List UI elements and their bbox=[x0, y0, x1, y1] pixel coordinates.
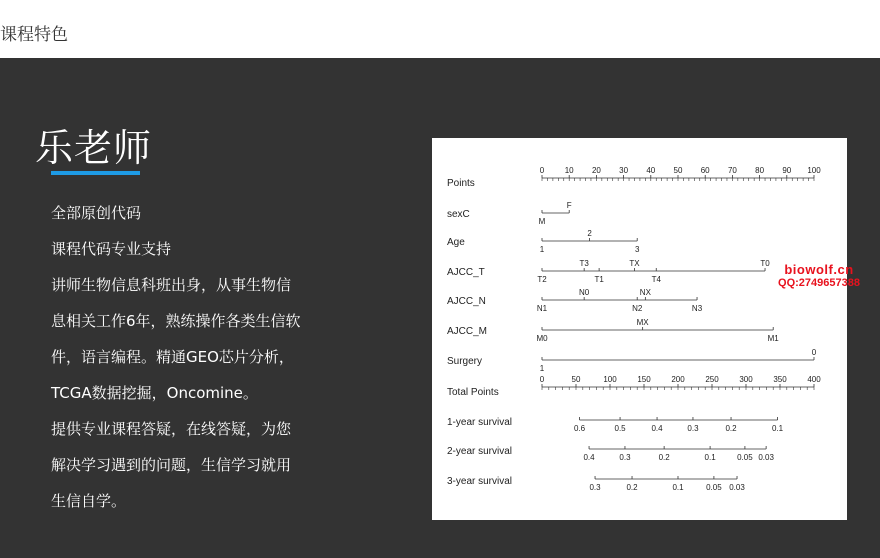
row-label: sexC bbox=[447, 209, 470, 220]
row-label: 2-year survival bbox=[447, 446, 513, 457]
row-label: AJCC_T bbox=[447, 267, 485, 278]
variable-level-label: 0.1 bbox=[771, 424, 784, 433]
variable-level-label: 0.03 bbox=[758, 453, 774, 462]
description-line: 生信自学。 bbox=[51, 492, 127, 510]
nomogram-chart bbox=[432, 138, 847, 520]
axis-tick-label: 50 bbox=[673, 166, 683, 175]
variable-level-label: 0 bbox=[811, 348, 817, 357]
axis-tick-label: 100 bbox=[807, 166, 821, 175]
variable-level-label: 0.3 bbox=[687, 424, 699, 433]
description-line: 讲师生物信息科班出身，从事生物信 bbox=[51, 276, 292, 294]
row-label: Age bbox=[447, 237, 465, 248]
variable-level-label: N2 bbox=[632, 304, 643, 313]
watermark-qq: QQ:2749657388 bbox=[778, 277, 860, 289]
teacher-name: 乐老师 bbox=[35, 126, 153, 170]
row-label: AJCC_N bbox=[447, 296, 486, 307]
variable-level-label: M1 bbox=[767, 334, 779, 343]
variable-level-label: 0.2 bbox=[725, 424, 737, 433]
variable-level-label: MX bbox=[636, 318, 649, 327]
top-bar bbox=[0, 0, 880, 58]
variable-level-label: 0.5 bbox=[614, 424, 626, 433]
watermark bbox=[764, 262, 874, 289]
axis-tick-label: 400 bbox=[807, 375, 821, 384]
axis-tick-label: 50 bbox=[571, 375, 581, 384]
variable-level-label: 0.4 bbox=[583, 453, 595, 462]
variable-level-label: M bbox=[538, 217, 546, 226]
variable-level-label: T1 bbox=[594, 275, 604, 284]
axis-tick-label: 0 bbox=[539, 375, 545, 384]
axis-tick-label: 40 bbox=[646, 166, 656, 175]
axis-tick-label: 70 bbox=[727, 166, 737, 175]
description-line: 课程代码专业支持 bbox=[51, 240, 172, 258]
variable-level-label: 0.1 bbox=[704, 453, 716, 462]
axis-tick-label: 100 bbox=[603, 375, 617, 384]
variable-level-label: 1 bbox=[539, 364, 545, 373]
axis-tick-label: 90 bbox=[782, 166, 792, 175]
variable-level-label: 1 bbox=[539, 245, 545, 254]
section-title: 课程特色 bbox=[0, 25, 68, 45]
variable-level-label: 0.05 bbox=[737, 453, 753, 462]
variable-level-label: N3 bbox=[691, 304, 703, 313]
variable-level-label: N1 bbox=[536, 304, 548, 313]
axis-tick-label: 300 bbox=[739, 375, 753, 384]
row-label: 3-year survival bbox=[447, 476, 513, 487]
variable-level-label: T0 bbox=[760, 259, 770, 268]
variable-level-label: F bbox=[566, 201, 572, 210]
row-label: Total Points bbox=[447, 387, 499, 398]
axis-tick-label: 350 bbox=[773, 375, 787, 384]
title-underline bbox=[51, 171, 140, 175]
variable-level-label: 3 bbox=[634, 245, 640, 254]
variable-level-label: 0.05 bbox=[706, 483, 722, 492]
axis-tick-label: 30 bbox=[619, 166, 629, 175]
variable-level-label: 0.3 bbox=[589, 483, 601, 492]
variable-level-label: NX bbox=[639, 288, 651, 297]
axis-tick-label: 80 bbox=[755, 166, 765, 175]
row-label: Points bbox=[447, 178, 475, 189]
description-line: TCGA数据挖掘，Oncomine。 bbox=[51, 384, 258, 402]
teacher-description bbox=[51, 198, 341, 522]
variable-level-label: 0.03 bbox=[729, 483, 745, 492]
variable-level-label: TX bbox=[629, 259, 640, 268]
axis-tick-label: 60 bbox=[700, 166, 710, 175]
variable-level-label: 0.2 bbox=[626, 483, 638, 492]
watermark-site: biowolf.cn bbox=[784, 262, 854, 277]
description-line: 全部原创代码 bbox=[51, 204, 142, 222]
variable-level-label: T3 bbox=[579, 259, 589, 268]
row-label: Surgery bbox=[447, 356, 483, 367]
variable-level-label: 2 bbox=[587, 229, 592, 238]
variable-level-label: T4 bbox=[651, 275, 661, 284]
variable-level-label: 0.2 bbox=[658, 453, 670, 462]
variable-level-label: N0 bbox=[579, 288, 590, 297]
axis-tick-label: 20 bbox=[591, 166, 601, 175]
row-label: 1-year survival bbox=[447, 417, 513, 428]
variable-level-label: 0.1 bbox=[672, 483, 684, 492]
axis-tick-label: 250 bbox=[705, 375, 719, 384]
variable-level-label: 0.4 bbox=[651, 424, 663, 433]
variable-level-label: T2 bbox=[537, 275, 547, 284]
variable-level-label: 0.6 bbox=[573, 424, 586, 433]
description-line: 提供专业课程答疑，在线答疑，为您 bbox=[51, 420, 292, 438]
description-line: 息相关工作6年，熟练操作各类生信软 bbox=[51, 312, 301, 330]
axis-tick-label: 10 bbox=[564, 166, 574, 175]
variable-level-label: 0.3 bbox=[619, 453, 631, 462]
description-line: 件，语言编程。精通GEO芯片分析， bbox=[51, 348, 294, 366]
axis-tick-label: 0 bbox=[539, 166, 545, 175]
variable-level-label: M0 bbox=[536, 334, 548, 343]
description-line: 解决学习遇到的问题，生信学习就用 bbox=[51, 456, 292, 474]
axis-tick-label: 200 bbox=[671, 375, 685, 384]
row-label: AJCC_M bbox=[447, 326, 488, 337]
nomogram-figure bbox=[432, 138, 847, 520]
axis-tick-label: 150 bbox=[637, 375, 651, 384]
